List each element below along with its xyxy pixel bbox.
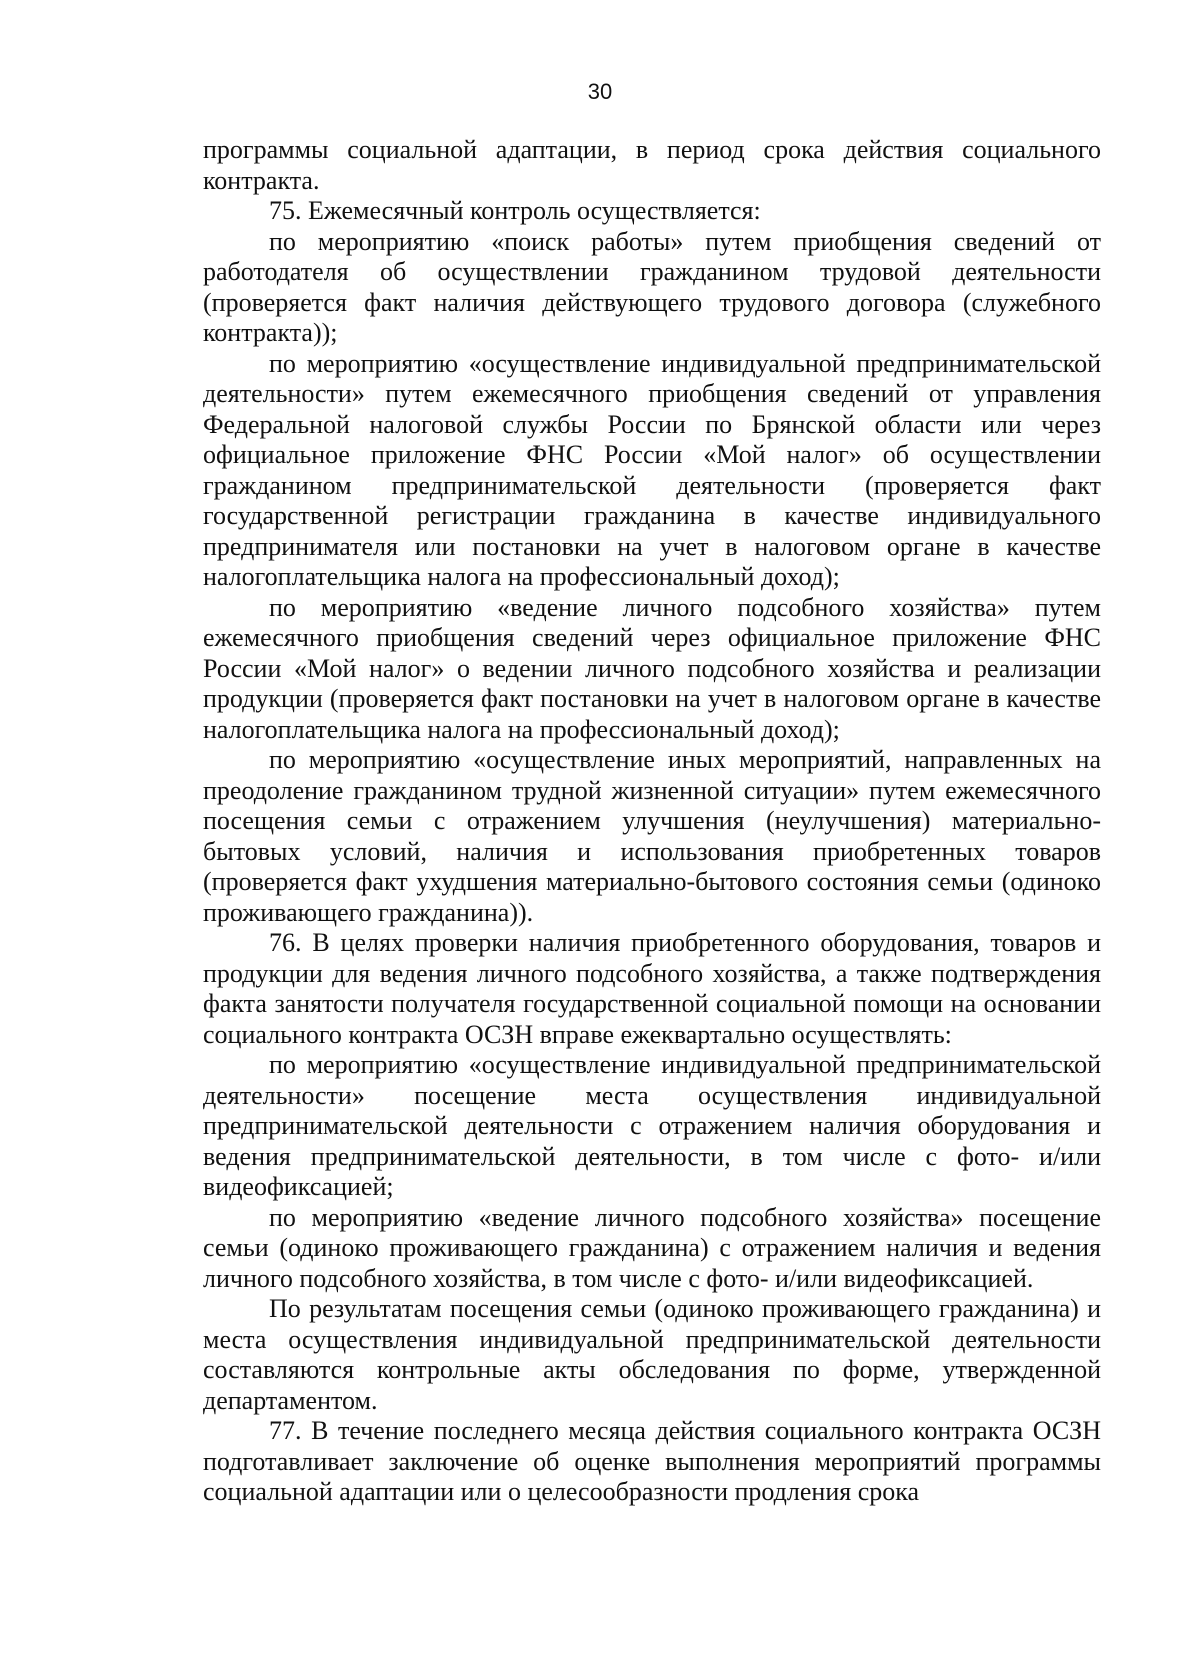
document-text	[203, 135, 1101, 1508]
paragraph-76-entrepreneurship-visit: по мероприятию «осуществление индивидуальной предпринимательской деятельности» посещение места осуществления индивидуальной предпринимательской деятельности с отражением наличия оборудования и ведения предпринимательской деятельности, в том числе с фото- и/или видеофиксацией;	[203, 1050, 1101, 1201]
paragraph-continuation: программы социальной адаптации, в период срока действия социального контракта.	[203, 135, 1101, 195]
paragraph-subsidiary-farming: по мероприятию «ведение личного подсобного хозяйства» путем ежемесячного приобщения сведений через официальное приложение ФНС России «Мой налог» о ведении личного подсобного хозяйства и реализации продукции (проверяется факт постановки на учет в налоговом органе в качестве налогоплательщика налога на профессиональный доход);	[203, 592, 1101, 744]
paragraph-other-measures: по мероприятию «осуществление иных мероприятий, направленных на преодоление гражданином трудной жизненной ситуации» путем ежемесячного посещения семьи с отражением улучшения (неулучшения) материально-бытовых условий, наличия и использования приобретенных товаров (проверяется факт ухудшения материально-бытового состояния семьи (одиноко проживающего гражданина)).	[203, 745, 1101, 927]
paragraph-75-heading: 75. Ежемесячный контроль осуществляется:	[269, 196, 761, 225]
paragraph-76: 76. В целях проверки наличия приобретенного оборудования, товаров и продукции для ведения личного подсобного хозяйства, а также подтверждения факта занятости получателя государственной социальной помощи на основании социального контракта ОСЗН вправе ежеквартально осуществлять:	[203, 928, 1101, 1049]
paragraph-76-farming-visit: по мероприятию «ведение личного подсобного хозяйства» посещение семьи (одиноко проживающего гражданина) с отражением наличия и ведения личного подсобного хозяйства, в том числе с фото- и/или видеофиксацией.	[203, 1202, 1101, 1293]
paragraph-77: 77. В течение последнего месяца действия социального контракта ОСЗН подготавливает заключение об оценке выполнения мероприятий программы социальной адаптации или о целесообразности продления срока	[203, 1416, 1101, 1506]
paragraph-job-search: по мероприятию «поиск работы» путем приобщения сведений от работодателя об осуществлении гражданином трудовой деятельности (проверяется факт наличия действующего трудового договора (служебного контракта));	[203, 226, 1101, 347]
page-number: 30	[587, 79, 613, 104]
paragraph-entrepreneurship: по мероприятию «осуществление индивидуальной предпринимательской деятельности» путем ежемесячного приобщения сведений от управления Федеральной налоговой службы России по Брянской области или через официальное приложение ФНС России «Мой налог» об осуществлении гражданином предпринимательской деятельности (проверяется факт государственной регистрации гражданина в качестве индивидуального предпринимателя или постановки на учет в налоговом органе в качестве налогоплательщика налога на профессиональный доход);	[203, 348, 1101, 591]
paragraph-inspection-acts: По результатам посещения семьи (одиноко проживающего гражданина) и места осуществления индивидуальной предпринимательской деятельности составляются контрольные акты обследования по форме, утвержденной департаментом.	[203, 1294, 1101, 1415]
